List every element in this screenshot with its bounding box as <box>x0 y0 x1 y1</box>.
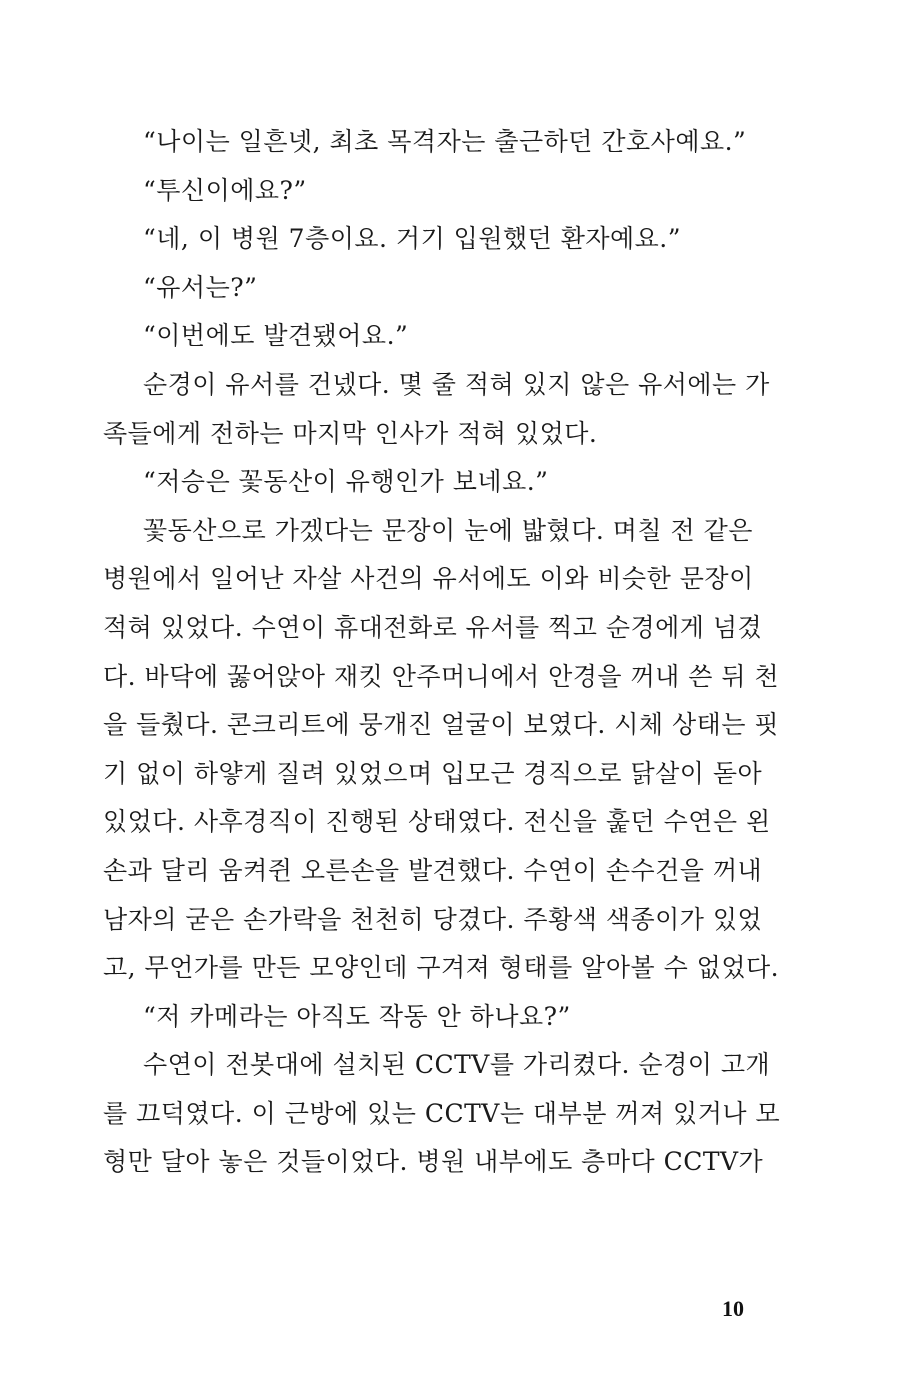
text-line: 기 없이 하얗게 질려 있었으며 입모근 경직으로 닭살이 돋아 <box>103 758 763 788</box>
page-body <box>103 118 781 1187</box>
text-line: “이번에도 발견됐어요.” <box>143 321 409 351</box>
text-line: “저승은 꽃동산이 유행인가 보네요.” <box>143 467 549 497</box>
text-line: 형만 달아 놓은 것들이었다. 병원 내부에도 층마다 CCTV가 <box>103 1147 764 1177</box>
text-line: 있었다. 사후경직이 진행된 상태였다. 전신을 훑던 수연은 왼 <box>103 807 771 837</box>
text-line: 를 끄덕였다. 이 근방에 있는 CCTV는 대부분 꺼져 있거나 모 <box>103 1098 781 1128</box>
text-line: 병원에서 일어난 자살 사건의 유서에도 이와 비슷한 문장이 <box>103 564 754 594</box>
text-line: 적혀 있었다. 수연이 휴대전화로 유서를 찍고 순경에게 넘겼 <box>103 612 763 642</box>
text-line: 손과 달리 움켜쥔 오른손을 발견했다. 수연이 손수건을 꺼내 <box>103 855 763 885</box>
text-line: “나이는 일흔넷, 최초 목격자는 출근하던 간호사예요.” <box>143 127 747 156</box>
text-line: “저 카메라는 아직도 작동 안 하나요?” <box>143 1001 571 1031</box>
text-line: 고, 무언가를 만든 모양인데 구겨져 형태를 알아볼 수 없었다. <box>103 953 780 983</box>
text-line: 족들에게 전하는 마지막 인사가 적혀 있었다. <box>103 418 598 448</box>
text-line: “유서는?” <box>143 272 258 302</box>
text-line: 순경이 유서를 건넸다. 몇 줄 적혀 있지 않은 유서에는 가 <box>143 369 770 399</box>
text-line: 다. 바닥에 꿇어앉아 재킷 안주머니에서 안경을 꺼내 쓴 뒤 천 <box>103 661 780 691</box>
text-line: “네, 이 병원 7층이요. 거기 입원했던 환자예요.” <box>143 224 682 254</box>
text-line: “투신이에요?” <box>143 175 307 205</box>
text-line: 꽃동산으로 가겠다는 문장이 눈에 밟혔다. 며칠 전 같은 <box>143 515 753 545</box>
text-line: 을 들췄다. 콘크리트에 뭉개진 얼굴이 보였다. 시체 상태는 핏 <box>103 710 780 740</box>
page-number: 10 <box>722 1296 744 1321</box>
text-line: 남자의 굳은 손가락을 천천히 당겼다. 주황색 색종이가 있었 <box>103 904 763 934</box>
text-line: 수연이 전봇대에 설치된 CCTV를 가리켰다. 순경이 고개 <box>143 1050 771 1080</box>
